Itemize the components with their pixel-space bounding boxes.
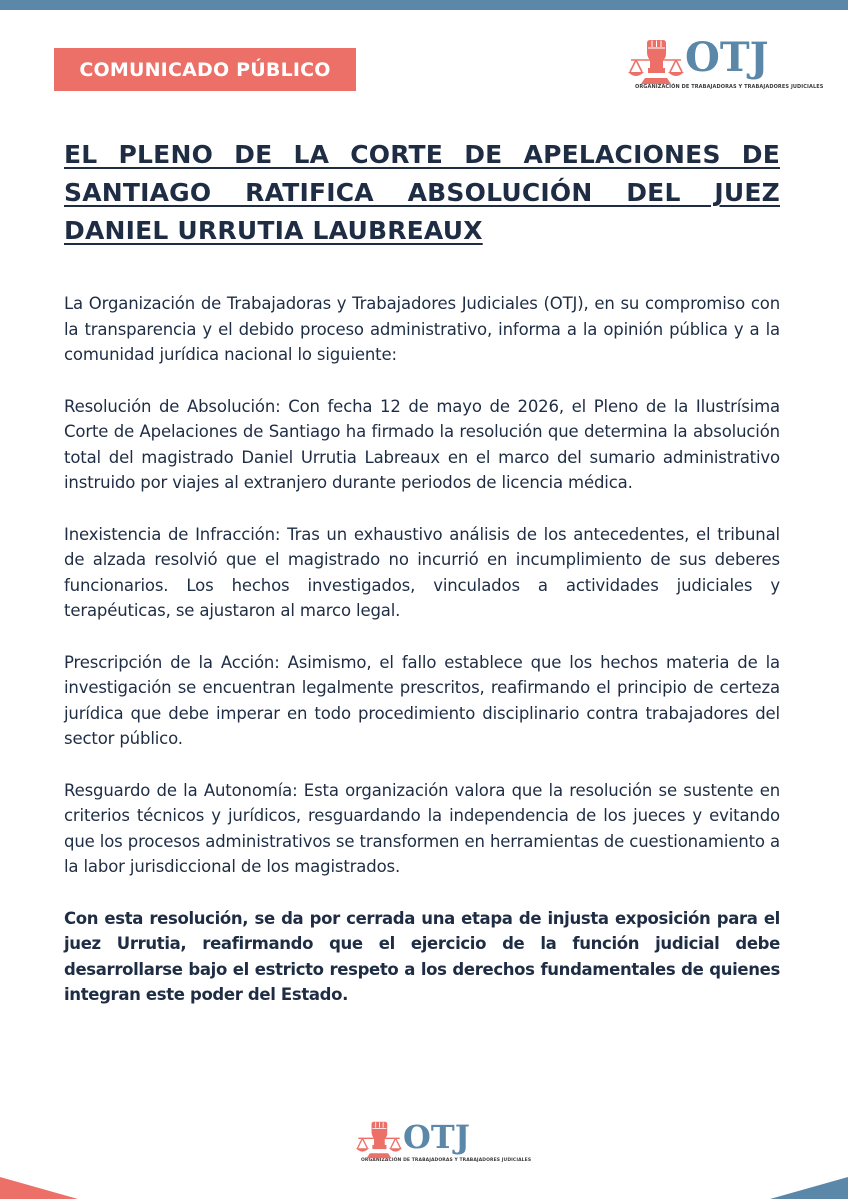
no-infraction-paragraph: Inexistencia de Infracción: Tras un exhaustivo análisis de los antecedentes, el tribunal de alzada resolvió que el magistrado no incurrió en incumplimiento de sus deberes funcionarios. Los hechos investigados, vinculados a actividades judiciales y terapéuticas, se ajustaron al marco legal. <box>64 524 780 620</box>
otj-logo-footer <box>355 1120 531 1164</box>
raised-fist-scales-of-justice-icon <box>627 38 685 90</box>
statement-body <box>64 291 780 1034</box>
prescription-paragraph: Prescripción de la Acción: Asimismo, el fallo establece que los hechos materia de la investigación se encuentran legalmente prescritos, reafirmando el principio de certeza jurídica que debe imperar en todo procedimiento disciplinario contra trabajadores del sector público. <box>64 652 780 748</box>
bottom-right-accent <box>770 1177 848 1199</box>
bottom-left-accent <box>0 1177 78 1199</box>
raised-fist-scales-of-justice-icon <box>355 1120 403 1164</box>
otj-logo-header <box>627 34 824 90</box>
intro-paragraph: La Organización de Trabajadoras y Trabajadores Judiciales (OTJ), en su compromiso con la transparencia y el debido proceso administrativo, informa a la opinión pública y a la comunidad jurídica nacional lo siguiente: <box>64 294 780 364</box>
comunicado-badge: COMUNICADO PÚBLICO <box>54 48 356 91</box>
logo-name: OTJ <box>403 1118 470 1156</box>
absolution-paragraph: Resolución de Absolución: Con fecha 12 de mayo de 2026, el Pleno de la Ilustrísima Corte de Apelaciones de Santiago ha firmado la resolución que determina la absolución total del magistrado Daniel Urrutia Labreaux en el marco del sumario administrativo instruido por viajes al extranjero durante periodos de licencia médica. <box>64 396 780 492</box>
autonomy-paragraph: Resguardo de la Autonomía: Esta organización valora que la resolución se sustente en criterios técnicos y jurídicos, resguardando la independencia de los jueces y evitando que los procesos administrativos se transformen en herramientas de cuestionamiento a la labor jurisdiccional de los magistrados. <box>64 780 780 876</box>
closing-paragraph: Con esta resolución, se da por cerrada una etapa de injusta exposición para el juez Urrutia, reafirmando que el ejercicio de la función judicial debe desarrollarse bajo el estricto respeto a los derechos fundamentales de quienes integran este poder del Estado. <box>64 908 780 1004</box>
top-accent-bar <box>0 0 848 10</box>
page-title: EL PLENO DE LA CORTE DE APELACIONES DE SANTIAGO RATIFICA ABSOLUCIÓN DEL JUEZ DANIEL URRUTIA LAUBREAUX <box>64 140 780 245</box>
logo-subtitle: ORGANIZACIÓN DE TRABAJADORAS Y TRABAJADORES JUDICIALES <box>361 1158 532 1163</box>
logo-subtitle: ORGANIZACIÓN DE TRABAJADORAS Y TRABAJADORES JUDICIALES <box>635 84 824 90</box>
logo-name: OTJ <box>685 34 769 81</box>
